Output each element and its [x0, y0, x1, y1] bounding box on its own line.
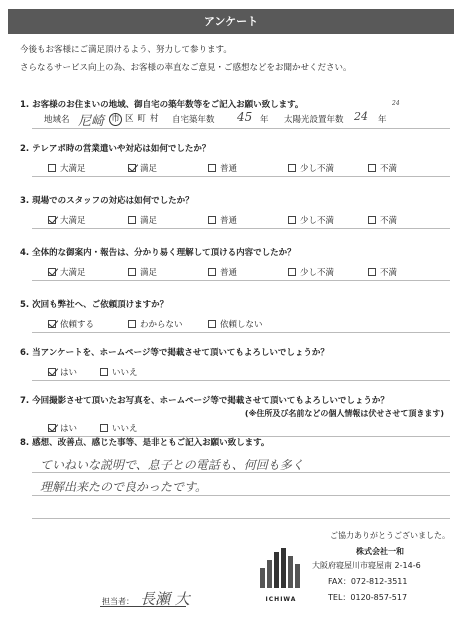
city-type-son[interactable]: 村	[150, 114, 159, 124]
checkbox-icon[interactable]	[48, 268, 56, 276]
region-label: 地域名	[44, 115, 70, 125]
checkbox-icon[interactable]	[208, 320, 216, 328]
option-label: 普通	[220, 268, 238, 278]
q2-option[interactable]	[48, 162, 86, 174]
checkbox-icon[interactable]	[208, 268, 216, 276]
solar-unit: 年	[378, 115, 387, 125]
staff-label: 担当者：	[102, 597, 134, 606]
intro-line-1: 今後もお客様にご満足頂けるよう、努力して参ります。	[20, 45, 232, 55]
option-label: わからない	[140, 320, 183, 330]
checkbox-icon[interactable]	[288, 164, 296, 172]
checkbox-icon[interactable]	[128, 164, 136, 172]
region-value[interactable]: 尼崎	[78, 114, 105, 129]
q5-option[interactable]	[48, 318, 94, 330]
checkbox-icon[interactable]	[128, 320, 136, 328]
house-age-value[interactable]: 45	[237, 110, 253, 124]
checkbox-icon[interactable]	[100, 368, 108, 376]
staff-signature: 長瀬 大	[140, 590, 190, 608]
solar-value-note: 24	[392, 100, 400, 107]
q5-option[interactable]	[208, 318, 263, 330]
q8-answer-line-2[interactable]: 理解出来たので良かったです。	[40, 480, 208, 494]
intro-line-2: さらなるサービス向上の為、お客様の率直なご意見・ご感想などをお聞かせください。	[20, 63, 352, 73]
q2-option[interactable]	[288, 162, 334, 174]
checkbox-icon[interactable]	[100, 424, 108, 432]
checkbox-icon[interactable]	[368, 216, 376, 224]
q3-option[interactable]	[48, 214, 86, 226]
q6-option[interactable]	[100, 366, 138, 378]
option-label: 依頼しない	[220, 320, 263, 330]
option-label: 満足	[140, 164, 158, 174]
q5-option[interactable]	[128, 318, 183, 330]
question-7-note: (※住所及び名前などの個人情報は伏せさせて頂きます)	[244, 409, 444, 418]
checkbox-icon[interactable]	[208, 216, 216, 224]
option-label: 不満	[380, 268, 398, 278]
q4-option[interactable]	[208, 266, 237, 278]
survey-title: アンケート	[203, 15, 259, 28]
q4-option[interactable]	[368, 266, 397, 278]
q8-line-2	[32, 495, 450, 496]
q1-underline	[32, 128, 450, 129]
checkbox-icon[interactable]	[368, 268, 376, 276]
q3-option[interactable]	[208, 214, 237, 226]
q3-option[interactable]	[288, 214, 334, 226]
question-6: 6. 当アンケートを、ホームページ等で掲載させて頂いてもよろしいでしょうか？	[20, 348, 329, 358]
checkbox-icon[interactable]	[48, 320, 56, 328]
option-label: 大満足	[60, 164, 86, 174]
company-tel: TEL：0120-857-517	[328, 593, 408, 602]
q7-option[interactable]	[100, 422, 138, 434]
q7-option[interactable]	[48, 422, 77, 434]
q8-line-3	[32, 518, 450, 519]
q3-option[interactable]	[128, 214, 157, 226]
question-3: 3. 現場でのスタッフの対応は如何でしたか？	[20, 196, 194, 206]
question-7: 7. 今回撮影させて頂いたお写真を、ホームページ等で掲載させて頂いてもよろしいでしょうか？	[20, 396, 389, 406]
question-1: 1. お客様のお住まいの地域、御自宅の築年数等をご記入お願い致します。	[20, 100, 304, 110]
checkbox-icon[interactable]	[288, 268, 296, 276]
checkbox-icon[interactable]	[368, 164, 376, 172]
option-label: 普通	[220, 164, 238, 174]
company-logo	[258, 546, 304, 602]
checkbox-icon[interactable]	[208, 164, 216, 172]
ichiwa-logo-icon	[258, 546, 304, 592]
option-label: 大満足	[60, 216, 86, 226]
city-type-group	[109, 112, 159, 126]
option-label: 少し不満	[300, 268, 335, 278]
question-4: 4. 全体的な御案内・報告は、分かり易く理解して頂ける内容でしたか？	[20, 248, 296, 258]
q4-option[interactable]	[48, 266, 86, 278]
solar-value[interactable]: 24	[354, 110, 368, 123]
q8-answer-line-1[interactable]: ていねいな説明で、息子との電話も、何回も多く	[40, 458, 304, 472]
q2-option[interactable]	[208, 162, 237, 174]
house-age-unit: 年	[260, 115, 269, 125]
q5-underline	[32, 332, 450, 333]
question-5: 5. 次回も弊社へ、ご依頼頂けますか？	[20, 300, 169, 310]
checkbox-icon[interactable]	[48, 424, 56, 432]
logo-text: ICHIWA	[265, 596, 297, 603]
company-name: 株式会社一和	[356, 547, 404, 556]
question-8: 8. 感想、改善点、感じた事等、是非ともご記入お願い致します。	[20, 438, 270, 448]
option-label: いいえ	[112, 368, 138, 378]
option-label: 少し不満	[300, 164, 335, 174]
option-label: 満足	[140, 268, 158, 278]
option-label: はい	[60, 424, 78, 434]
option-label: いいえ	[112, 424, 138, 434]
option-label: 満足	[140, 216, 158, 226]
q2-option[interactable]	[128, 162, 157, 174]
checkbox-icon[interactable]	[48, 164, 56, 172]
checkbox-icon[interactable]	[128, 216, 136, 224]
checkbox-icon[interactable]	[128, 268, 136, 276]
option-label: 不満	[380, 216, 398, 226]
survey-header	[8, 9, 454, 34]
staff-underline	[100, 606, 186, 607]
q4-option[interactable]	[128, 266, 157, 278]
city-type-shi[interactable]: 市	[109, 113, 122, 126]
q4-underline	[32, 280, 450, 281]
checkbox-icon[interactable]	[48, 368, 56, 376]
option-label: 不満	[380, 164, 398, 174]
q3-option[interactable]	[368, 214, 397, 226]
solar-label: 太陽光設置年数	[284, 115, 344, 125]
thanks-text: ご協力ありがとうございました。	[330, 531, 450, 540]
q6-option[interactable]	[48, 366, 77, 378]
question-2: 2. テレアポ時の営業遣いや対応は如何でしたか？	[20, 144, 211, 154]
company-address: 大阪府寝屋川市寝屋南 2-14-6	[312, 561, 421, 570]
option-label: 大満足	[60, 268, 86, 278]
option-label: 普通	[220, 216, 238, 226]
house-age-label: 自宅築年数	[172, 115, 215, 125]
option-label: 依頼する	[60, 320, 95, 330]
city-type-ku[interactable]: 区	[125, 114, 134, 124]
checkbox-icon[interactable]	[48, 216, 56, 224]
q3-underline	[32, 228, 450, 229]
option-label: はい	[60, 368, 78, 378]
q6-underline	[32, 380, 450, 381]
option-label: 少し不満	[300, 216, 335, 226]
checkbox-icon[interactable]	[288, 216, 296, 224]
q2-option[interactable]	[368, 162, 397, 174]
q2-underline	[32, 176, 450, 177]
q4-option[interactable]	[288, 266, 334, 278]
company-fax: FAX：072-812-3511	[328, 577, 408, 586]
city-type-cho[interactable]: 町	[137, 114, 147, 124]
